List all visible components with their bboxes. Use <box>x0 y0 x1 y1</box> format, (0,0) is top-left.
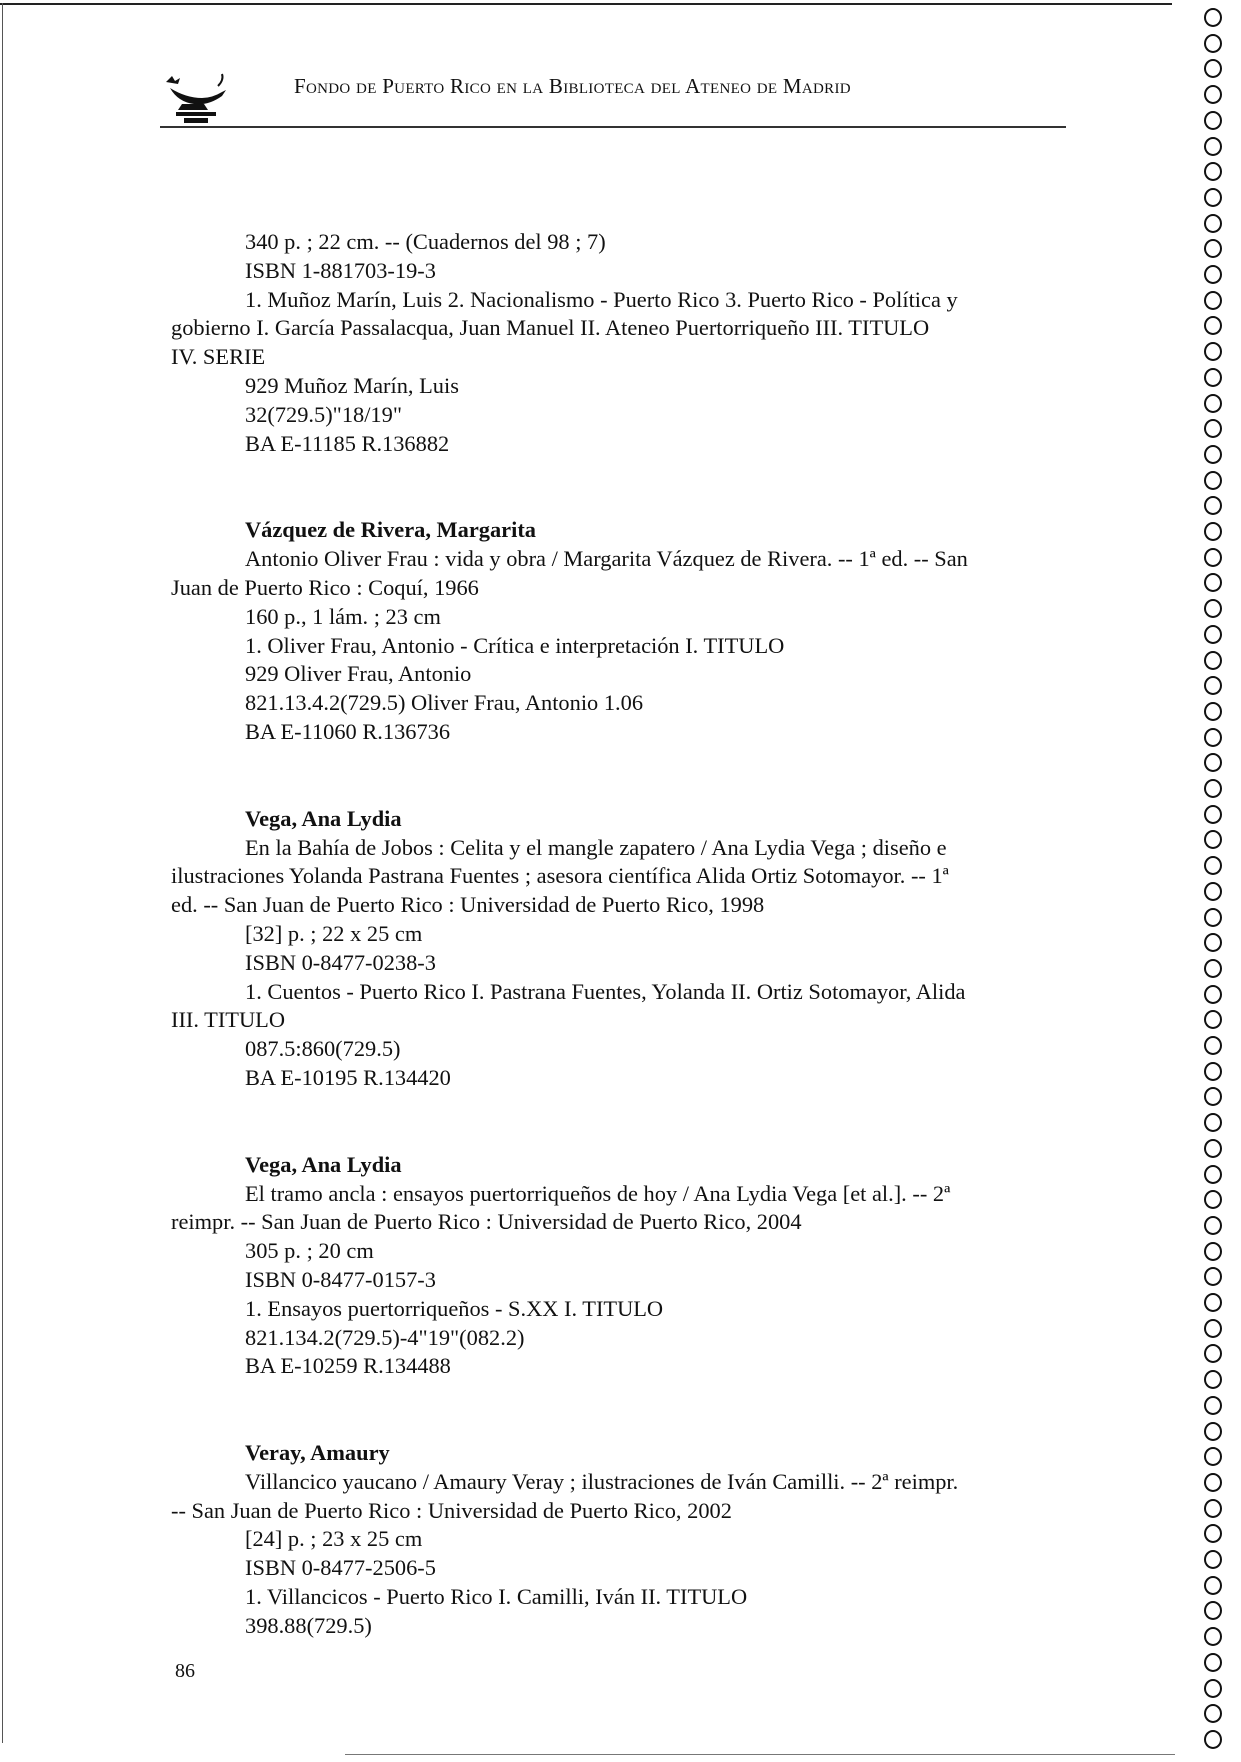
binding-hole-icon <box>1204 805 1222 824</box>
entry-line: 398.88(729.5) <box>245 1612 372 1638</box>
entry-line: 929 Oliver Frau, Antonio <box>245 661 472 687</box>
binding-hole-icon <box>1204 548 1222 567</box>
binding-hole-icon <box>1204 1447 1222 1466</box>
binding-hole-icon <box>1204 162 1222 181</box>
page-number: 86 <box>175 1660 195 1682</box>
binding-hole-icon <box>1204 1190 1222 1209</box>
entry-line: 821.13.4.2(729.5) Oliver Frau, Antonio 1.06 <box>245 690 644 716</box>
entry-line: 821.134.2(729.5)-4"19"(082.2) <box>245 1324 525 1350</box>
entry-line: En la Bahía de Jobos : Celita y el mangle zapatero / Ana Lydia Vega ; diseño e <box>245 834 947 860</box>
entry-author-heading: Vázquez de Rivera, Margarita <box>245 517 536 543</box>
entry-line: Antonio Oliver Frau : vida y obra / Margarita Vázquez de Rivera. -- 1ª ed. -- San <box>245 546 968 572</box>
binding-hole-icon <box>1204 1550 1222 1569</box>
entry-line: gobierno I. García Passalacqua, Juan Manuel II. Ateneo Puertorriqueño III. TITULO <box>171 315 930 341</box>
binding-hole-icon <box>1204 599 1222 618</box>
binding-hole-icon <box>1204 111 1222 130</box>
ateneo-lamp-logo-icon <box>160 68 230 128</box>
binding-hole-icon <box>1204 1165 1222 1184</box>
entry-line: -- San Juan de Puerto Rico : Universidad de Puerto Rico, 2002 <box>171 1497 732 1523</box>
binding-hole-icon <box>1204 394 1222 413</box>
binding-hole-icon <box>1204 1473 1222 1492</box>
binding-hole-icon <box>1204 779 1222 798</box>
binding-hole-icon <box>1204 1267 1222 1286</box>
entry-line: BA E-11060 R.136736 <box>245 718 451 744</box>
catalog-entry <box>171 228 1061 458</box>
binding-hole-icon <box>1204 728 1222 747</box>
binding-hole-icon <box>1204 1370 1222 1389</box>
entry-author-heading: Vega, Ana Lydia <box>245 805 402 831</box>
catalog-entry <box>171 1151 1061 1381</box>
binding-hole-icon <box>1204 1010 1222 1029</box>
entry-line: reimpr. -- San Juan de Puerto Rico : Universidad de Puerto Rico, 2004 <box>171 1209 802 1235</box>
entry-description <box>171 1180 1061 1382</box>
header-title: Fondo de Puerto Rico en la Biblioteca del Ateneo de Madrid <box>294 74 851 98</box>
entry-description <box>171 228 1061 458</box>
entry-line: ilustraciones Yolanda Pastrana Fuentes ; asesora científica Alida Ortiz Sotomayor. -- 1ª <box>171 863 949 889</box>
binding-hole-icon <box>1204 265 1222 284</box>
binding-hole-icon <box>1204 1576 1222 1595</box>
entry-description <box>171 545 1061 747</box>
binding-hole-icon <box>1204 522 1222 541</box>
entry-line: 929 Muñoz Marín, Luis <box>245 372 459 398</box>
binding-hole-icon <box>1204 1293 1222 1312</box>
binding-hole-icon <box>1204 830 1222 849</box>
binding-hole-icon <box>1204 8 1222 27</box>
binding-hole-icon <box>1204 291 1222 310</box>
binding-hole-icon <box>1204 496 1222 515</box>
binding-hole-icon <box>1204 368 1222 387</box>
binding-hole-icon <box>1204 753 1222 772</box>
binding-hole-icon <box>1204 933 1222 952</box>
binding-hole-icon <box>1204 316 1222 335</box>
binding-hole-icon <box>1204 1319 1222 1338</box>
top-border-line <box>0 3 1172 5</box>
binding-hole-icon <box>1204 34 1222 53</box>
catalog-entries <box>171 228 1061 1699</box>
entry-line: [32] p. ; 22 x 25 cm <box>245 920 423 946</box>
binding-hole-icon <box>1204 625 1222 644</box>
binding-hole-icon <box>1204 1499 1222 1518</box>
binding-hole-icon <box>1204 1062 1222 1081</box>
binding-hole-icon <box>1204 573 1222 592</box>
binding-hole-icon <box>1204 856 1222 875</box>
binding-hole-icon <box>1204 1216 1222 1235</box>
entry-line: 1. Muñoz Marín, Luis 2. Nacionalismo - Puerto Rico 3. Puerto Rico - Política y <box>245 286 958 312</box>
entry-line: 1. Cuentos - Puerto Rico I. Pastrana Fuentes, Yolanda II. Ortiz Sotomayor, Alida <box>245 978 966 1004</box>
binding-hole-icon <box>1204 1704 1222 1723</box>
catalog-entry <box>171 805 1061 1093</box>
entry-author-heading: Vega, Ana Lydia <box>245 1151 402 1177</box>
binding-hole-icon <box>1204 702 1222 721</box>
bottom-border-line <box>345 1754 1175 1755</box>
binding-hole-icon <box>1204 1087 1222 1106</box>
header-divider <box>160 126 1066 128</box>
entry-line: ISBN 0-8477-0238-3 <box>245 949 436 975</box>
binding-hole-icon <box>1204 1601 1222 1620</box>
entry-line: [24] p. ; 23 x 25 cm <box>245 1526 423 1552</box>
entry-line: 1. Ensayos puertorriqueños - S.XX I. TITULO <box>245 1295 664 1321</box>
binding-hole-icon <box>1204 471 1222 490</box>
binding-hole-icon <box>1204 239 1222 258</box>
entry-line: Juan de Puerto Rico : Coquí, 1966 <box>171 574 479 600</box>
entry-line: ISBN 1-881703-19-3 <box>245 257 436 283</box>
entry-line: Villancico yaucano / Amaury Veray ; ilustraciones de Iván Camilli. -- 2ª reimpr. <box>245 1468 959 1494</box>
binding-hole-icon <box>1204 651 1222 670</box>
binding-hole-icon <box>1204 419 1222 438</box>
binding-hole-icon <box>1204 676 1222 695</box>
binding-hole-icon <box>1204 85 1222 104</box>
catalog-entry <box>171 1439 1061 1641</box>
binding-hole-icon <box>1204 985 1222 1004</box>
binding-hole-icon <box>1204 908 1222 927</box>
binding-hole-icon <box>1204 1627 1222 1646</box>
binding-hole-icon <box>1204 137 1222 156</box>
entry-line: 1. Villancicos - Puerto Rico I. Camilli, Iván II. TITULO <box>245 1584 748 1610</box>
binding-hole-icon <box>1204 1113 1222 1132</box>
left-border-line <box>2 3 3 1743</box>
entry-line: BA E-10195 R.134420 <box>245 1064 451 1090</box>
binding-hole-icon <box>1204 1139 1222 1158</box>
binding-hole-icon <box>1204 214 1222 233</box>
binding-hole-icon <box>1204 959 1222 978</box>
entry-line: 340 p. ; 22 cm. -- (Cuadernos del 98 ; 7) <box>245 229 606 254</box>
binding-hole-icon <box>1204 59 1222 78</box>
entry-description <box>171 1468 1061 1641</box>
entry-line: ed. -- San Juan de Puerto Rico : Universidad de Puerto Rico, 1998 <box>171 892 765 918</box>
entry-line: 160 p., 1 lám. ; 23 cm <box>245 603 441 629</box>
entry-line: ISBN 0-8477-2506-5 <box>245 1555 436 1581</box>
binding-hole-icon <box>1204 1679 1222 1698</box>
entry-line: ISBN 0-8477-0157-3 <box>245 1266 436 1292</box>
entry-line: III. TITULO <box>171 1007 285 1033</box>
entry-line: 087.5:860(729.5) <box>245 1036 401 1062</box>
binding-hole-icon <box>1204 1396 1222 1415</box>
catalog-entry <box>171 516 1061 746</box>
binding-hole-icon <box>1204 1524 1222 1543</box>
entry-description <box>171 834 1061 1093</box>
binding-hole-icon <box>1204 1242 1222 1261</box>
binding-hole-icon <box>1204 1422 1222 1441</box>
binding-hole-icon <box>1204 1344 1222 1363</box>
binding-hole-icon <box>1204 1730 1222 1749</box>
binding-hole-icon <box>1204 342 1222 361</box>
binding-hole-icon <box>1204 1653 1222 1672</box>
entry-line: El tramo ancla : ensayos puertorriqueños de hoy / Ana Lydia Vega [et al.]. -- 2ª <box>245 1180 951 1206</box>
entry-line: BA E-10259 R.134488 <box>245 1353 451 1379</box>
entry-line: BA E-11185 R.136882 <box>245 430 450 456</box>
entry-line: 32(729.5)"18/19" <box>245 401 402 427</box>
entry-line: IV. SERIE <box>171 344 266 370</box>
entry-line: 1. Oliver Frau, Antonio - Crítica e interpretación I. TITULO <box>245 632 785 658</box>
binding-hole-icon <box>1204 188 1222 207</box>
entry-author-heading: Veray, Amaury <box>245 1440 390 1466</box>
binding-hole-icon <box>1204 882 1222 901</box>
entry-line: 305 p. ; 20 cm <box>245 1238 374 1264</box>
binding-hole-icon <box>1204 445 1222 464</box>
binding-hole-icon <box>1204 1036 1222 1055</box>
